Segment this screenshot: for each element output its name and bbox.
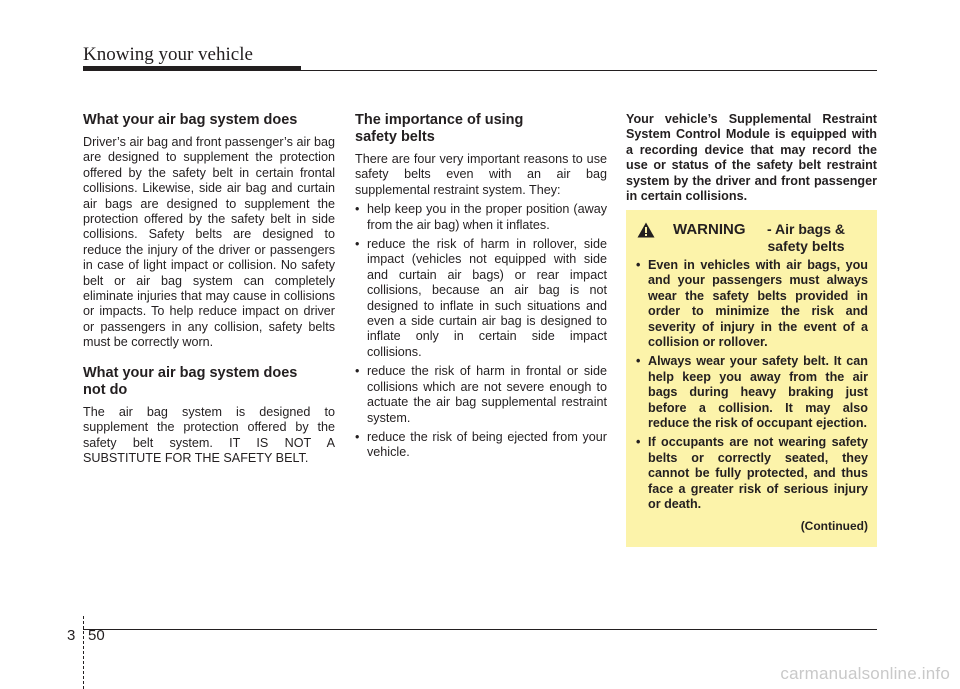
paragraph-recording-device: Your vehicle’s Supplemental Restraint System Control Module is equipped with a recording device that may record the use or status of the safety belt restraint system by the driver and front passenger in certain collisions.: [626, 112, 877, 204]
paragraph-airbag-does: Driver’s air bag and front passenger’s air bag are designed to supplement the protection offered by the safety belt in certain frontal collisions. Likewise, side air bag and curtain air bags are designed to supplement the protection offered by the safety belt in side collisions. Safety belts are designed to reduce the injury of the driver or passengers in case of light impact or collision. No safety belt or air bag system can completely eliminate injuries that may cause in collisions or impacts. To help reduce impact on driver or passengers in any collision, safety belts must be correctly worn.: [83, 135, 335, 350]
warning-topic: - Air bags & safety belts: [766, 221, 846, 254]
watermark: carmanualsonline.info: [780, 664, 950, 683]
section-heading-airbag-does-not: What your air bag system does not do: [83, 364, 298, 398]
footer-rule: [83, 629, 877, 630]
warning-box: [626, 210, 877, 547]
section-heading-safety-belts: The importance of using safety belts: [355, 112, 524, 145]
header-bar: [83, 66, 301, 71]
list-item: • Even in vehicles with air bags, you and your passengers must always wear the safety belts provided in order to minimize the risk and severity of injury in the event of a collision or rollover.: [636, 258, 868, 350]
reasons-list: [355, 202, 607, 461]
page-number: 50: [88, 627, 105, 644]
list-item: • reduce the risk of being ejected from your vehicle.: [355, 429, 607, 460]
warning-list: [636, 258, 868, 517]
column-3: [626, 112, 877, 204]
warning-triangle-icon: [637, 222, 655, 238]
paragraph-airbag-does-not: The air bag system is designed to supplement the protection offered by the safety belt system. IT IS NOT A SUBSTITUTE FOR THE SAFETY BELT.: [83, 404, 335, 465]
footer-divider: [83, 616, 84, 689]
list-item: • If occupants are not wearing safety belts or correctly seated, they cannot be fully protected, and thus face a greater risk of serious injury or death.: [636, 435, 868, 512]
header-rule: [301, 70, 877, 71]
list-item: • reduce the risk of harm in frontal or side collisions which are not severe enough to actuate the air bag supplemental restraint system.: [355, 364, 607, 425]
column-2: [355, 112, 607, 465]
continued-label: (Continued): [800, 519, 868, 533]
list-item: • help keep you in the proper position (away from the air bag) when it inflates.: [355, 202, 607, 232]
warning-label: WARNING: [673, 221, 746, 238]
page-header-title: Knowing your vehicle: [83, 44, 253, 65]
column-1: [83, 112, 335, 480]
paragraph-safety-belts-intro: There are four very important reasons to use safety belts even with an air bag supplemental restraint system. They:: [355, 152, 607, 197]
chapter-number: 3: [67, 627, 76, 644]
list-item: • Always wear your safety belt. It can help keep you away from the air bags during heavy braking just before a collision. It may also reduce the risk of occupant ejection.: [636, 354, 868, 431]
list-item: • reduce the risk of harm in rollover, side impact (vehicles not equipped with side and curtain air bags) or rear impact collisions, because an air bag is not designed to inflate in such situations and even a side curtain air bag is designed to inflate only in certain side impact collisions.: [355, 237, 607, 359]
section-heading-airbag-does: What your air bag system does: [83, 112, 298, 128]
